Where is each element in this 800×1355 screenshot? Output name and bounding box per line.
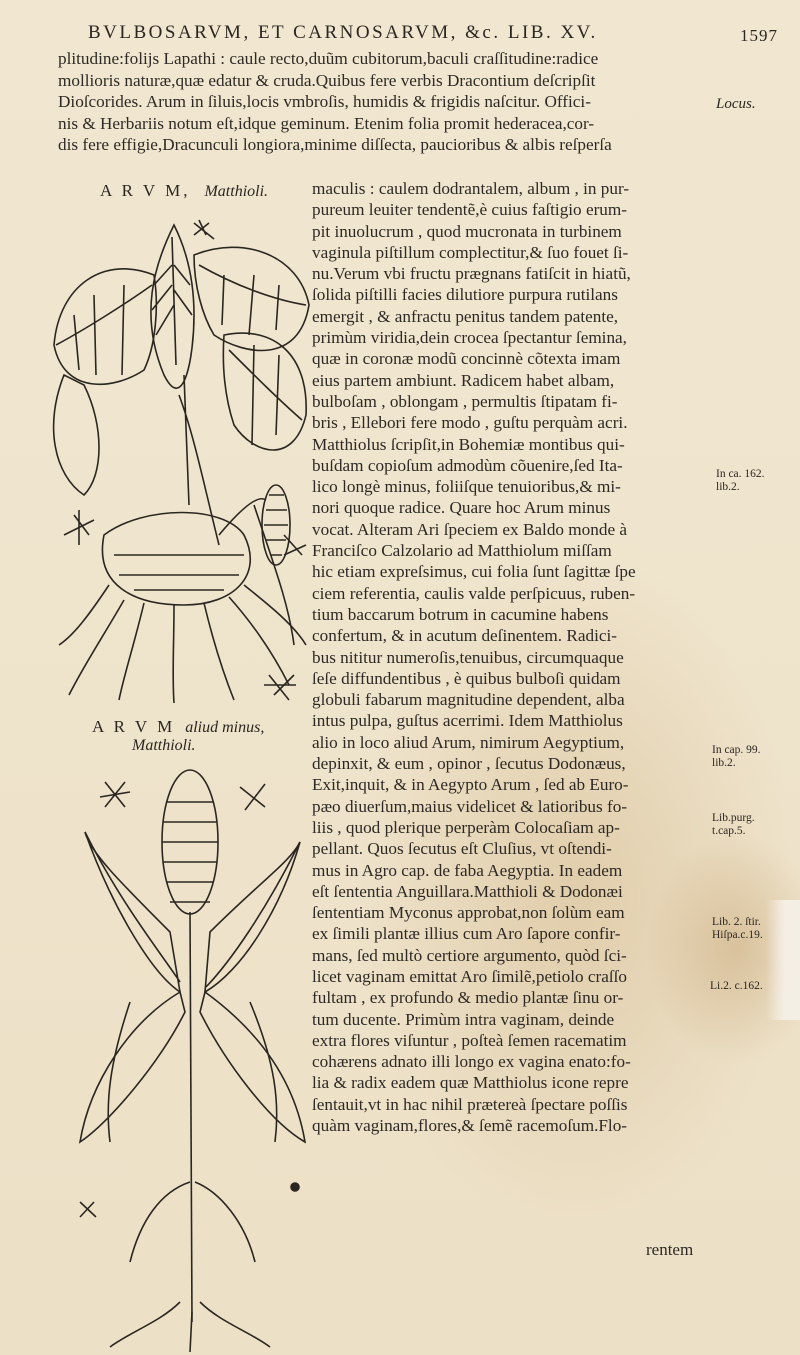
arum-woodcut-illustration <box>44 205 314 705</box>
text-line: ſeſe diffundentibus , è quibus bulboſi quidam <box>312 668 621 688</box>
text-line: emergit , & anfractu penitus tandem patente, <box>312 306 619 326</box>
text-line: lico longè minus, foliiſque tenuioribus,& mi- <box>312 477 621 497</box>
plate-1-author: Matthioli. <box>204 183 269 200</box>
running-head-title: BVLBOSARVM, ET CARNOSARVM, &c. LIB. XV. <box>88 22 598 43</box>
text-line: licet vaginam emittat Aro ſimilẽ,petiolo craſſo <box>312 966 628 986</box>
text-line: liis , quod plerique perperàm Colocaſiam ap- <box>312 817 620 837</box>
text-line: eius partem ambiunt. Radicem habet albam, <box>312 370 615 390</box>
text-line: ſententiam Myconus approbat,non ſolùm eam <box>312 903 625 923</box>
text-line: Franciſco Calzolario ad Matthiolum miſſam <box>312 541 612 561</box>
text-line: nu.Verum vbi fructu prægnans fatiſcit in hiatũ, <box>312 264 631 284</box>
text-line: alio in loco aliud Arum, nimirum Aegyptium, <box>312 732 625 752</box>
text-line: mus in Agro cap. de faba Aegyptia. In eadem <box>312 860 623 880</box>
margin-note: Lib. 2. ſtir. Hiſpa.c.19. <box>712 916 763 941</box>
text-line: pellant. Quos ſecutus eſt Cluſius, vt oſtendi- <box>312 839 612 859</box>
text-line: nori quoque radice. Quare hoc Arum minus <box>312 498 611 518</box>
text-line: extra flores viſuntur , poſteà ſemen racematim <box>312 1030 627 1050</box>
text-line: vaginula piſtillum complectitur,& ſuo fouet ſi- <box>312 242 629 262</box>
text-line: tium baccarum botrum in cacumine habens <box>312 604 609 624</box>
running-head <box>88 22 778 44</box>
plate-1-name: A R V M, <box>100 181 191 200</box>
margin-note: In cap. 99. lib.2. <box>712 744 761 769</box>
text-line: primùm viridia,dein crocea ſpectantur ſemina, <box>312 328 627 348</box>
margin-note-locus: Locus. <box>716 96 756 112</box>
text-line: fultam , ex profundo & medio plantæ ſinu or- <box>312 988 624 1008</box>
text-line: pit inuolucrum , quod mucronata in turbinem <box>312 221 622 241</box>
text-line: quàm vaginam,flores,& ſemẽ racemoſum.Flo- <box>312 1116 628 1136</box>
page-edge-stain <box>766 900 800 1020</box>
text-line: vocat. Alteram Ari ſpeciem ex Baldo monde à <box>312 519 628 539</box>
text-line: cohærens adnato illi longo ex vagina enato:fo- <box>312 1052 631 1072</box>
page-number: 1597 <box>740 26 778 45</box>
text-line: eſt ſententia Anguillara.Matthioli & Dodonæi <box>312 881 623 901</box>
plate-2-name: A R V M <box>92 717 176 736</box>
text-line: ſolida piſtilli facies dilutiore purpura rutilans <box>312 285 618 305</box>
text-line: mans, ſed multò certiore argumento, quòd ſci- <box>312 945 627 965</box>
main-column-text <box>312 178 704 1136</box>
plate-2-caption <box>92 718 264 755</box>
text-line: globuli fabarum magnitudine dependent, alba <box>312 690 625 710</box>
text-line: ex ſimili plantæ illius cum Aro ſapore confir- <box>312 924 621 944</box>
text-line: tum ducente. Primùm intra vaginam, deinde <box>312 1009 615 1029</box>
text-line: hic etiam expreſsimus, cui folia ſunt ſagittæ ſpe <box>312 562 636 582</box>
text-line: buſdam copioſum admodùm cõuenire,ſed Ita- <box>312 455 623 475</box>
text-line: dis fere effigie,Dracunculi longiora,minime diſſecta, paucioribus & albis reſperſa <box>58 135 612 154</box>
plate-2-line1: aliud minus, <box>185 719 265 736</box>
text-line: Dioſcorides. Arum in ſiluis,locis vmbroſis, humidis & frigidis naſcitur. Offici- <box>58 92 591 111</box>
text-line: Exit,inquit, & in Aegypto Arum , ſed ab Euro- <box>312 775 629 795</box>
text-line: mollioris naturæ,quæ edatur & cruda.Quibus fere verbis Dracontium deſcripſit <box>58 70 596 90</box>
text-line: lia & radix eadem quæ Matthiolus icone repre <box>312 1073 629 1093</box>
plate-1-caption <box>100 182 268 201</box>
text-line: maculis : caulem dodrantalem, album , in pur- <box>312 179 630 198</box>
margin-note: In ca. 162. lib.2. <box>716 468 765 493</box>
text-line: pureum leuiter tendentẽ,è cuius faſtigio erum- <box>312 200 627 220</box>
text-line: Matthiolus ſcripſit,in Bohemiæ montibus qui- <box>312 434 625 454</box>
text-line: bus nititur numeroſis,tenuibus, circumquaque <box>312 647 624 667</box>
text-line: nis & Herbariis notum eſt,idque geminum. Etenim folia promit hederacea,cor- <box>58 113 595 133</box>
text-line: ſentauit,vt in hac nihil prætereà ſpectare poſſis <box>312 1094 628 1114</box>
text-line: bris , Ellebori fere modo , guſtu perquàm acri. <box>312 413 628 433</box>
text-line: bulboſam , oblongam , permultis ſtipatam fi- <box>312 391 618 411</box>
full-width-text <box>58 48 698 156</box>
text-line: intus pulpa, guſtus acerrimi. Idem Matthiolus <box>312 711 623 731</box>
margin-note: Lib.purg. t.cap.5. <box>712 812 755 837</box>
text-line: quæ in coronæ modũ concinnè cõtexta imam <box>312 349 621 369</box>
text-line: pæo diuerſum,maius videlicet & latioribus fo- <box>312 796 628 816</box>
margin-note: Li.2. c.162. <box>710 980 763 992</box>
text-line: depinxit, & eum , opinor , ſecutus Dodonæus, <box>312 754 626 774</box>
plate-2-line2: Matthioli. <box>132 737 196 754</box>
arum-minus-woodcut-illustration <box>70 762 310 1352</box>
text-line: ciem referentia, caulis valde perſpicuus, ruben- <box>312 583 636 603</box>
text-line: confertum, & in acutum deſinentem. Radici- <box>312 626 617 646</box>
catchword: rentem <box>646 1240 694 1259</box>
text-line: plitudine:folijs Lapathi : caule recto,duũm cubitorum,baculi craſſitudine:radice <box>58 49 599 68</box>
